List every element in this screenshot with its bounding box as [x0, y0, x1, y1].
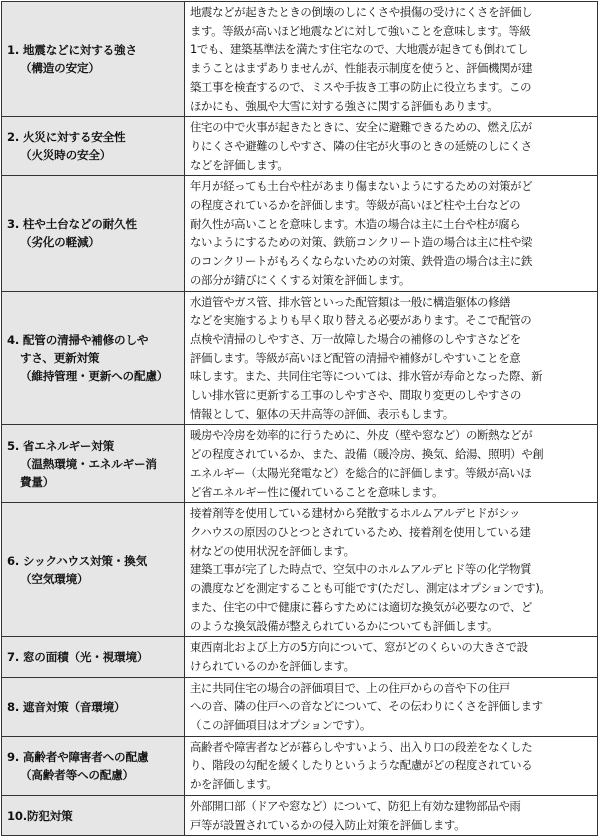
category-cell	[2, 291, 185, 425]
description-line: 建築工事が完了した時点で、空気中のホルムアルデヒド等の化学物質	[190, 562, 532, 577]
category-cell	[2, 677, 185, 736]
description-cell	[185, 117, 598, 176]
description-line: 耐久性が高いことを意味します。木造の場合は主に土台や柱が腐ら	[190, 216, 521, 231]
description-line: 外部開口部（ドアや窓など）について、防犯上有効な建物部品や雨	[190, 798, 521, 813]
category-cell	[2, 176, 185, 291]
category-cell	[2, 637, 185, 677]
category-title: 1. 地震などに対する強さ	[7, 43, 137, 58]
description-line: り、階段の勾配を緩くしたりというような配慮がどの程度されている	[190, 758, 533, 773]
description-line: 住宅の中で火事が起きたときに、安全に避難できるための、燃え広が	[190, 120, 532, 135]
table-row	[2, 795, 598, 835]
category-cell	[2, 2, 185, 117]
category-title: 2. 火災に対する安全性	[7, 130, 126, 145]
description-line: への音、隣の住戸への音などについて、その伝わりにくさを評価します	[190, 699, 543, 714]
description-cell	[185, 2, 598, 117]
description-line: 主に共同住宅の場合の評価項目で、上の住戸からの音や下の住戸	[190, 680, 510, 695]
description-line: けられているのかを評価します。	[190, 658, 355, 673]
category-cell	[2, 425, 185, 503]
category-title: 5. 省エネルギー対策	[7, 438, 115, 453]
description-line: 味します。また、共同住宅等については、排水管が寿命となった際、新	[190, 369, 543, 384]
description-line: 情報として、躯体の天井高等の評価、表示もします。	[190, 406, 454, 421]
description-line: 東西南北および上方の5方向について、窓がどのくらいの大きさで設	[190, 640, 528, 655]
description-line: ないようにするための対策、鉄筋コンクリート造の場合は主に柱や梁	[190, 235, 533, 250]
description-line: の濃度などを測定することも可能です(ただし、測定はオプションです)。	[190, 581, 551, 596]
category-title: 3. 柱や土台などの耐久性	[7, 217, 137, 232]
description-line: の部分が錆びにくくする対策を評価します。	[190, 272, 410, 287]
category-subtitle: （劣化の軽減）	[20, 235, 100, 250]
description-line: りにくさや避難のしやすさ、隣の住宅が火事のときの延焼のしにくさ	[190, 138, 532, 153]
category-title: 9. 高齢者や障害者への配慮	[7, 749, 149, 764]
category-subtitle: （火災時の安全）	[20, 148, 112, 163]
description-line: などを評価します。	[190, 157, 289, 172]
description-cell	[185, 795, 598, 835]
description-line: ます。等級が高いほど地震などに対して強いことを意味します。等級	[190, 23, 531, 38]
description-line: まうことはまずありませんが、性能表示制度を使うと、評価機関が建	[190, 61, 533, 76]
category-title: 6. シックハウス対策・換気	[7, 553, 147, 568]
category-cell	[2, 795, 185, 835]
category-subtitle: （構造の安定）	[20, 61, 100, 76]
category-cell	[2, 736, 185, 795]
description-line: 暖房や冷房を効率的に行うために、外皮（壁や窓など）の断熱などが	[190, 428, 533, 443]
description-line: 高齢者や障害者などが暮らしやすいよう、出入り口の段差をなくした	[190, 739, 533, 754]
description-cell	[185, 677, 598, 736]
description-line: ほかにも、強風や大雪に対する強さに関する評価もあります。	[190, 98, 499, 113]
category-cell	[2, 117, 185, 176]
description-line: などを実施するよりも早く取り替える必要があります。そこで配管の	[190, 313, 532, 328]
description-line: のような換気設備が整えられているかについても評価します。	[190, 618, 498, 633]
table-row	[2, 117, 598, 176]
performance-items-table	[1, 1, 598, 836]
description-line: エネルギー（太陽光発電など）を総合的に評価します。等級が高いほ	[190, 465, 532, 480]
description-line: 点検や清掃のしやすさ、万一故障した場合の補修のしやすさなどを	[190, 331, 521, 346]
description-line: 接着剤等を使用している建材から発散するホルムアルデヒドがシッ	[190, 506, 521, 521]
table-row	[2, 677, 598, 736]
category-subtitle: （空気環境）	[20, 571, 89, 586]
description-line: しい排水管に更新する工事のしやすさや、間取り変更のしやすさの	[190, 388, 521, 403]
category-title: 10.防犯対策	[7, 808, 73, 823]
table-row	[2, 637, 598, 677]
description-line: どの程度されているか、また、設備（暖冷房、換気、給湯、照明）や創	[190, 447, 544, 462]
category-title: 4. 配管の清掃や補修のしや	[7, 333, 149, 347]
category-subtitle: （維持管理・更新への配慮）	[20, 369, 169, 383]
description-cell	[185, 637, 598, 677]
description-cell	[185, 176, 598, 291]
category-subtitle: （温熱環境・エネルギー消	[20, 456, 157, 471]
description-cell	[185, 503, 598, 637]
description-line: の程度されているかを評価します。等級が高いほど柱や土台などの	[190, 198, 521, 213]
description-line: （この評価項目はオプションです）。	[190, 718, 371, 733]
table-row	[2, 291, 598, 425]
category-title: 8. 遮音対策（音環境）	[7, 699, 126, 714]
category-title: 7. 窓の面積（光・視環境）	[7, 649, 149, 664]
description-cell	[185, 425, 598, 503]
description-line: 材などの使用状況を評価します。	[190, 543, 355, 558]
table-body	[2, 2, 598, 836]
description-line: 戸等が設置されているかの侵入防止対策を評価します。	[190, 817, 466, 832]
table-row	[2, 2, 598, 117]
category-cell	[2, 503, 185, 637]
table-row	[2, 176, 598, 291]
description-line: ど省エネルギー性に優れていることを意味します。	[190, 484, 444, 499]
category-subtitle-continued: 費量）	[20, 474, 55, 489]
description-line: のコンクリートがもろくならないための対策、鉄骨造の場合は主に鉄	[190, 254, 533, 269]
description-line: また、住宅の中で健康に暮らすためには適切な換気が必要なので、ど	[190, 599, 533, 614]
description-cell	[185, 291, 598, 425]
description-line: かを評価します。	[190, 777, 278, 792]
description-line: 水道管やガス管、排水管といった配管類は一般に構造躯体の修繕	[190, 294, 511, 309]
description-line: 地震などが起きたときの倒壊のしにくさや損傷の受けにくさを評価し	[190, 5, 533, 19]
category-title-continued: すさ、更新対策	[20, 351, 100, 365]
description-line: 1でも、建築基準法を満たす住宅なので、大地震が起きても倒れてし	[190, 42, 528, 57]
category-subtitle: （高齢者等への配慮）	[20, 767, 134, 782]
description-line: 年月が経っても土台や柱があまり傷まないようにするための対策がど	[190, 179, 533, 194]
description-cell	[185, 736, 598, 795]
table-row	[2, 736, 598, 795]
table-row	[2, 425, 598, 503]
description-line: 評価します。等級が高いほど配管の清掃や補修がしやすいことを意	[190, 350, 521, 365]
description-line: 築工事を検査するので、ミスや手抜き工事の防止に役立ちます。この	[190, 79, 532, 94]
description-line: クハウスの原因のひとつとされているため、接着剤を使用している建	[190, 524, 531, 539]
table-row	[2, 503, 598, 637]
